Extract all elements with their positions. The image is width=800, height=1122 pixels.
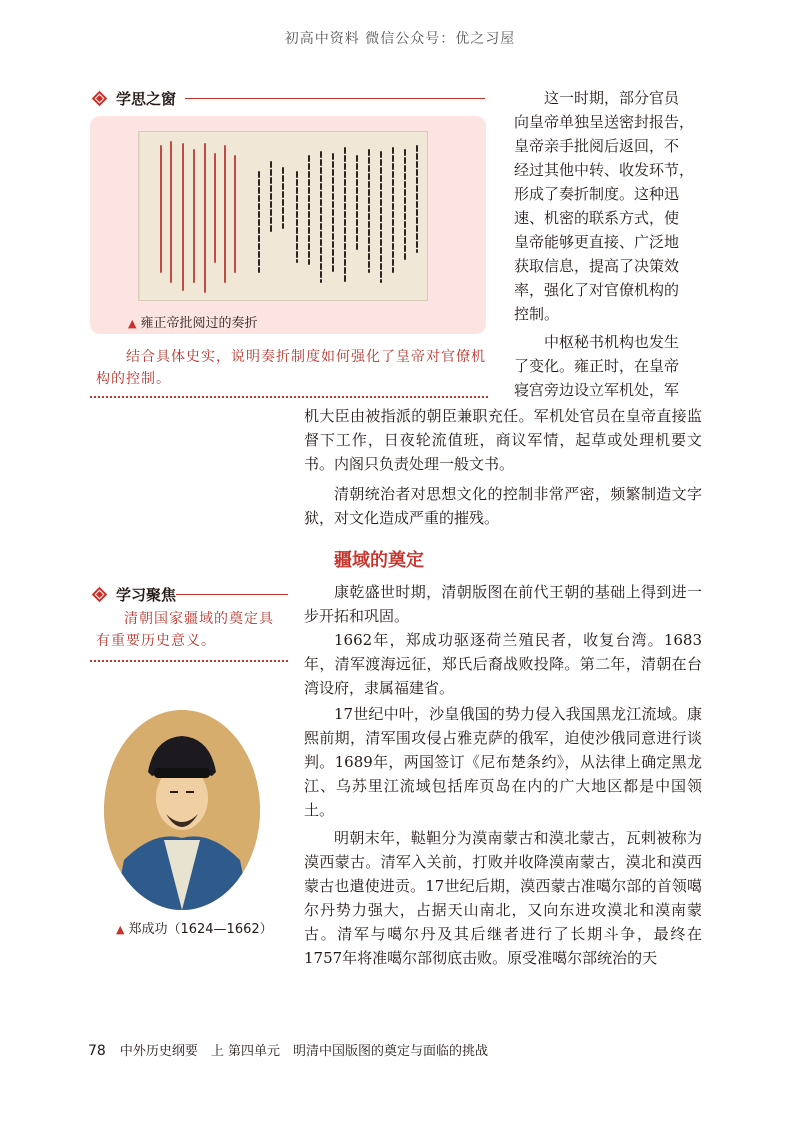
body-paragraph-2-rest: 机大臣由被指派的朝臣兼职充任。军机处官员在皇帝直接监督下工作，日夜轮流值班，商议军情，起草或处理机要文书。内阁只负责处理一般文书。 <box>304 407 702 473</box>
body-paragraph-2-head: 中枢秘书机构也发生 了变化。雍正时，在皇帝 寝宫旁边设立军机处，军 <box>514 333 680 399</box>
triangle-icon: ▲ <box>116 923 125 936</box>
focus-text: 清朝国家疆域的奠定具有重要历史意义。 <box>96 611 274 649</box>
window-bottom-rule <box>90 396 488 398</box>
window-title-rule <box>185 98 485 99</box>
body-paragraph-4: 康乾盛世时期，清朝版图在前代王朝的基础上得到进一步开拓和巩固。 <box>304 583 702 625</box>
document-caption: ▲ 雍正帝批阅过的奏折 <box>128 316 258 331</box>
focus-bottom-rule <box>90 660 288 662</box>
memorial-document-image <box>138 131 428 301</box>
window-heading <box>92 88 176 109</box>
page-number: 78 <box>88 1043 106 1059</box>
window-title: 学思之窗 <box>116 90 177 108</box>
portrait-caption: ▲ 郑成功（1624—1662） <box>116 922 273 937</box>
body-paragraph-7: 明朝末年，鞑靼分为漠南蒙古和漠北蒙古，瓦剌被称为漠西蒙古。清军入关前，打败并收降漠南蒙古，漠北和漠西蒙古也遣使进贡。17世纪后期，漠西蒙古准噶尔部的首领噶尔丹势力强大，占据天山南北，又向东进攻漠北和漠南蒙古。清军与噶尔丹及其后继者进行了长期斗争，最终在1757年将准噶尔部彻底击败。原受准噶尔部统治的天 <box>304 829 702 967</box>
zheng-chenggong-portrait <box>104 710 260 910</box>
body-paragraph-1: 这一时期，部分官员 向皇帝单独呈送密封报告， 皇帝亲手批阅后返回，不 经过其他中转、收发环节， 形成了奏折制度。这种迅 速、机密的联系方式，使 皇帝能够更直接、广泛地 获取信息，提高了决策效 率，强化了对官僚机构的 控制。 <box>514 89 695 323</box>
page-header: 初高中资料 微信公众号：优之习屋 <box>284 31 516 47</box>
diamond-icon <box>92 91 108 107</box>
page-footer <box>88 1040 488 1059</box>
body-paragraph-6: 17世纪中叶，沙皇俄国的势力侵入我国黑龙江流域。康熙前期，清军围攻侵占雅克萨的俄军，迫使沙俄同意进行谈判。1689年，两国签订《尼布楚条约》，从法律上确定黑龙江、乌苏里江流域包括库页岛在内的广大地区都是中国领土。 <box>304 705 702 819</box>
focus-title: 学习聚焦 <box>116 586 177 604</box>
footer-text: 中外历史纲要 上 第四单元 明清中国版图的奠定与面临的挑战 <box>119 1044 488 1059</box>
diamond-icon <box>92 587 108 603</box>
focus-title-rule <box>176 594 288 595</box>
body-paragraph-3: 清朝统治者对思想文化的控制非常严密，频繁制造文字狱，对文化造成严重的摧残。 <box>304 485 702 527</box>
focus-heading <box>92 584 176 605</box>
window-prompt: 结合具体史实，说明奏折制度如何强化了皇帝对官僚机构的控制。 <box>96 349 486 387</box>
body-paragraph-5: 1662年，郑成功驱逐荷兰殖民者，收复台湾。1683年，清军渡海远征，郑氏后裔战败投降。第二年，清朝在台湾设府，隶属福建省。 <box>304 631 702 697</box>
section-title: 疆域的奠定 <box>334 550 424 571</box>
triangle-icon: ▲ <box>128 317 137 330</box>
